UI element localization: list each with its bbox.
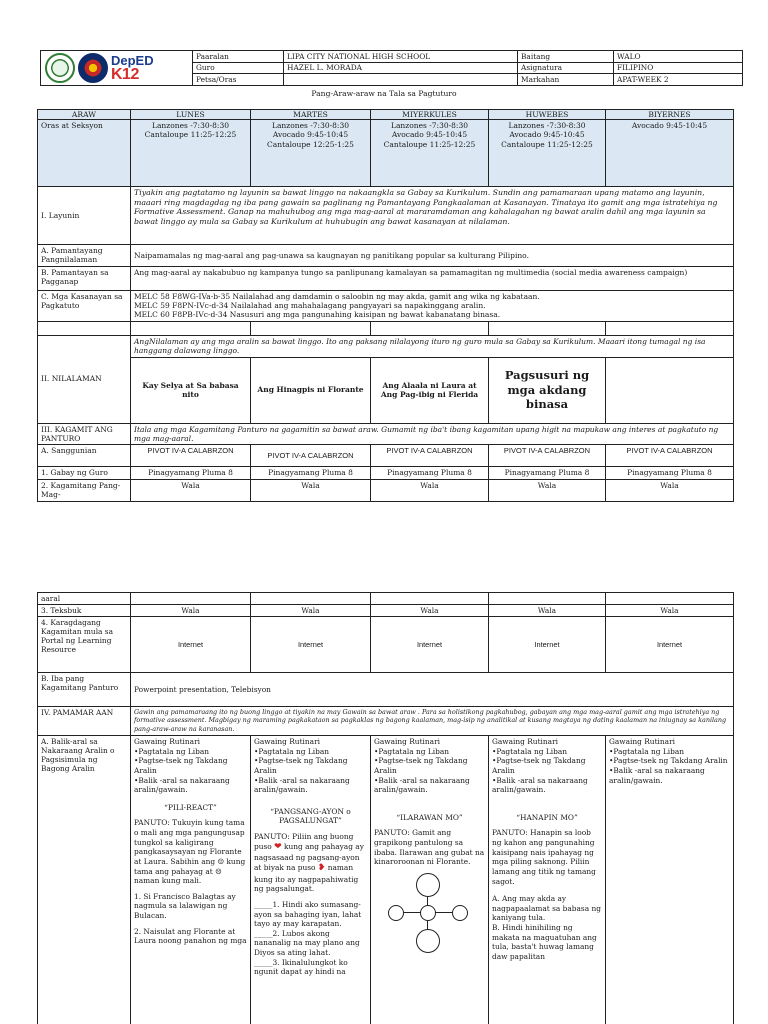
col-araw: ARAW	[38, 110, 131, 120]
kasanayan-text	[131, 290, 734, 321]
label-markahan: Markahan	[518, 74, 614, 86]
activity-title: “HANAPIN MO”	[516, 812, 578, 822]
value-markahan: APAT-WEEK 2	[614, 74, 743, 86]
routine-title: Gawaing Rutinari	[134, 737, 200, 747]
oras-miyerkules: Lanzones -7:30-8:30 Avocado 9:45-10:45 Cantaloupe 11:25-12:25	[371, 120, 489, 187]
layunin-label: I. Layunin	[38, 187, 131, 245]
melc-58: MELC 58 F8WG-IVa-b-35 Nailalahad ang damdamin o saloobin ng may akda, gamit ang wika ng kabataan.	[134, 291, 540, 301]
pangnilalaman-row	[38, 245, 734, 266]
lesson-lunes: Kay Selya at Sa babasa nito	[131, 357, 251, 423]
pangnilalaman-text: Naipamamalas ng mag-aaral ang pag-unawa sa kaugnayan ng panitikang popular sa kulturang Pilipino.	[131, 245, 734, 266]
gabay-huwebes: Pinagyamang Pluma 8	[489, 466, 606, 479]
routine-item: •Pagtse-tsek ng Takdang Aralin	[134, 756, 228, 775]
routine-item: •Pagtse-tsek ng Takdang Aralin	[609, 756, 728, 766]
nilalaman-note-row	[38, 335, 734, 357]
lesson-huwebes: Pagsusuri ng mga akdang binasa	[489, 357, 606, 423]
kagamitan-text: Itala ang mga Kagamitang Panturo na gagamitin sa bawat araw. Gumamit ng iba't ibang kagamitan upang higit na mapukaw ang interes at pagkatuto ng mga mag-aaral.	[131, 423, 734, 444]
gabay-miyerkules: Pinagyamang Pluma 8	[371, 466, 489, 479]
sanggunian-lunes: PIVOT IV-A CALABRZON	[131, 444, 251, 466]
routine-item: •Balik -aral sa nakaraang aralin/gawain.	[492, 775, 588, 795]
gabay-biyernes: Pinagyamang Pluma 8	[606, 466, 734, 479]
routine-item: •Balik -aral sa nakaraang aralin/gawain.	[254, 775, 350, 795]
deped-seal-logo	[78, 53, 108, 83]
kagamitang-mag-cont-row	[38, 593, 734, 605]
balik-aral-martes	[251, 736, 371, 1024]
balik-aral-biyernes	[606, 736, 734, 1024]
document-page-2	[0, 592, 768, 1024]
karagdagang-biyernes: Internet	[606, 617, 734, 673]
broken-heart-icon: ❥	[317, 863, 326, 873]
graphic-organizer-diagram	[388, 873, 468, 953]
sanggunian-huwebes: PIVOT IV-A CALABRZON	[489, 444, 606, 466]
oras-martes: Lanzones -7:30-8:30 Avocado 9:45-10:45 Cantaloupe 12:25-1:25	[251, 120, 371, 187]
value-petsa-oras	[284, 74, 518, 86]
teksbuk-martes: Wala	[251, 605, 371, 617]
activity-title: “PILI-REACT”	[164, 802, 217, 812]
routine-item: •Pagtatala ng Liban	[134, 746, 210, 756]
activity-item: _____2. Lubos akong nananalig na may plano ang Diyos sa ating lahat.	[254, 928, 360, 958]
routine-item: •Balik -aral sa nakaraang aralin/gawain.	[374, 775, 470, 795]
routine-title: Gawaing Rutinari	[254, 737, 320, 747]
nilalaman-note: AngNilalaman ay ang mga aralin sa bawat linggo. Ito ang paksang nilalayong ituro ng guro mula sa Gabay sa Kurikulum. Maaari itong tumagal ng isa hanggang dalawang linggo.	[131, 335, 734, 357]
routine-item: •Pagtatala ng Liban	[254, 746, 330, 756]
balik-aral-label: A. Balik-aral sa Nakaraang Aralin o Pagsisimula ng Bagong Aralin	[38, 736, 131, 1024]
diagram-circle	[452, 905, 468, 921]
activity-instructions	[254, 832, 367, 894]
iba-pang-row	[38, 673, 734, 707]
teksbuk-huwebes: Wala	[489, 605, 606, 617]
gabay-row	[38, 466, 734, 479]
col-miyerkules: MIYERKULES	[371, 110, 489, 120]
activity-instructions: PANUTO: Gamit ang grapikong pantulong sa ibaba. Ilarawan ang gubat na kinaroroonan ni Florante.	[374, 828, 485, 867]
pagganap-label: B. Pamantayan sa Pagganap	[38, 266, 131, 290]
balik-aral-lunes	[131, 736, 251, 1024]
diagram-center-circle	[420, 905, 436, 921]
kagamitang-mag-biyernes: Wala	[606, 479, 734, 501]
document-subtitle: Pang-Araw-araw na Tala sa Pagtuturo	[311, 89, 457, 98]
sanggunian-row	[38, 444, 734, 466]
routine-title: Gawaing Rutinari	[374, 737, 440, 747]
pamamaraan-label: IV. PAMAMAR AAN	[38, 707, 131, 736]
routine-item: •Pagtatala ng Liban	[609, 746, 685, 756]
logos-cell	[41, 51, 193, 86]
balik-aral-huwebes	[489, 736, 606, 1024]
sanggunian-biyernes: PIVOT IV-A CALABRZON	[606, 444, 734, 466]
label-guro: Guro	[193, 62, 284, 74]
routine-item: •Balik -aral sa nakaraang aralin/gawain.	[609, 765, 705, 785]
pamamaraan-text: Gawin ang pamamaraang ito ng buong linggo at tiyakin na may Gawain sa bawat araw . Para sa holistikong pagkahubog, gabayan ang mga mag-aaral gamit ang mga istratehiya ng formative assessment. Magbigay ng maraming pagkakataon sa pagkaklas ng bagong kaalaman, mag-isip ng analitikal at kusang magtaya ng dating kaalaman na iniugnay sa kanilang pang-araw-araw na karanasan.	[131, 707, 734, 736]
kagamitang-mag-martes: Wala	[251, 479, 371, 501]
deped-k12-logo	[111, 54, 154, 83]
oras-biyernes: Avocado 9:45-10:45	[606, 120, 734, 187]
teksbuk-lunes: Wala	[131, 605, 251, 617]
gabay-label: 1. Gabay ng Guro	[38, 466, 131, 479]
karagdagang-row	[38, 617, 734, 673]
lesson-plan-table	[37, 109, 734, 502]
karagdagang-martes: Internet	[251, 617, 371, 673]
balik-aral-row	[38, 736, 734, 1024]
value-paaralan: LIPA CITY NATIONAL HIGH SCHOOL	[284, 51, 518, 63]
teksbuk-biyernes: Wala	[606, 605, 734, 617]
kasanayan-row	[38, 290, 734, 321]
kagamitan-row	[38, 423, 734, 444]
teksbuk-label: 3. Teksbuk	[38, 605, 131, 617]
activity-item: B. Hindi hinihiling ng makata na maguatuhan ang tula, basta't huwag lamang daw papalitan	[492, 923, 597, 961]
activity-instructions: PANUTO: Hanapin sa loob ng kahon ang pangunahing kaisipang nais ipahayag ng mga piling saknong. Piliin lamang ang titik ng tamang sagot.	[492, 828, 596, 886]
pagganap-row	[38, 266, 734, 290]
label-paaralan: Paaralan	[193, 51, 284, 63]
days-header-row	[38, 110, 734, 120]
teksbuk-row	[38, 605, 734, 617]
routine-item: •Balik -aral sa nakaraang aralin/gawain.	[134, 775, 230, 795]
kagamitang-mag-label: 2. Kagamitang Pang-Mag-	[38, 479, 131, 501]
oras-lunes: Lanzones -7:30-8:30 Cantaloupe 11:25-12:25	[131, 120, 251, 187]
kagamitang-mag-lunes: Wala	[131, 479, 251, 501]
gabay-martes: Pinagyamang Pluma 8	[251, 466, 371, 479]
melc-60: MELC 60 F8PB-IVc-d-34 Nasusuri ang mga pangunahing kaisipan ng bawat kabanatang binasa.	[134, 309, 501, 319]
instructions-part: naman kung ito ay nagpapahiwatig ng pagsalungat.	[254, 863, 359, 894]
routine-item: •Pagtse-tsek ng Takdang Aralin	[254, 756, 348, 775]
gabay-lunes: Pinagyamang Pluma 8	[131, 466, 251, 479]
lesson-martes: Ang Hinagpis ni Florante	[251, 357, 371, 423]
col-martes: MARTES	[251, 110, 371, 120]
activity-item: _____3. Ikinalulungkot ko ngunit dapat ay hindi na	[254, 957, 348, 977]
spacer-row	[38, 321, 734, 335]
page-break	[0, 520, 768, 592]
col-huwebes: HUWEBES	[489, 110, 606, 120]
layunin-text: Tiyakin ang pagtatamo ng layunin sa bawat linggo na nakaangkla sa Gabay sa Kurikulum. Sundin ang pamamaraan upang matamo ang layunin, maaari ring magdagdag ng iba pang gawain sa paglinang ng Pamantayang Pangkaalaman at Kasanayan. Tinataya ito gamit ang mga istratehiya ng Formative Assessment. Ganap na mahuhubog ang mga mag-aaral at mararamdaman ang kahalagahan ng bawat aralin dahil ang mga layunin sa bawat linggo ay mula sa Gabay sa Kurikulum at huhubugin ang bawat kasanayan at nilalaman.	[131, 187, 734, 245]
activity-item: 2. Naisulat ang Florante at Laura noong panahon ng mga	[134, 926, 247, 946]
instructions-part: kung ang pahayag ay nagsasaad ng pagsang-ayon at biyak na puso	[254, 841, 364, 872]
sanggunian-martes: PIVOT IV-A CALABRZON	[251, 444, 371, 466]
diagram-circle	[416, 929, 440, 953]
pamamaraan-row	[38, 707, 734, 736]
sanggunian-label: A. Sanggunian	[38, 444, 131, 466]
k12-wordmark: K12	[111, 65, 139, 83]
pangnilalaman-label: A. Pamantayang Pangnilalaman	[38, 245, 131, 266]
kasanayan-label: C. Mga Kasanayan sa Pagkatuto	[38, 290, 131, 321]
oras-row	[38, 120, 734, 187]
heart-icon: ❤	[274, 841, 282, 852]
karagdagang-lunes: Internet	[131, 617, 251, 673]
routine-item: •Pagtatala ng Liban	[492, 746, 568, 756]
instructions-part: PANUTO: Piliin ang buong puso	[254, 832, 354, 851]
activity-instructions: PANUTO: Tukuyin kung tama o mali ang mga pangungusap tungkol sa kaligirang pangkasaysayan ng Florante at Laura. Sabihin ang ☺ kung tama ang pahayag at ☹ naman kung mali.	[134, 818, 246, 886]
label-petsa-oras: Petsa/Oras	[193, 74, 284, 86]
routine-title: Gawaing Rutinari	[492, 737, 558, 747]
value-baitang: WALO	[614, 51, 743, 63]
routine-title: Gawaing Rutinari	[609, 737, 675, 747]
lesson-miyerkules: Ang Alaala ni Laura at Ang Pag-ibig ni Flerida	[371, 357, 489, 423]
routine-item: •Pagtse-tsek ng Takdang Aralin	[492, 756, 586, 775]
label-baitang: Baitang	[518, 51, 614, 63]
karagdagang-label: 4. Karagdagang Kagamitan mula sa Portal ng Learning Resource	[38, 617, 131, 673]
iba-pang-label: B. Iba pang Kagamitang Panturo	[38, 673, 131, 707]
lesson-plan-table-continued	[37, 592, 734, 1024]
melc-59: MELC 59 F8PN-IVc-d-34 Nailalahad ang mahahalagang pangyayari sa napakinggang aralin.	[134, 300, 486, 310]
sanggunian-miyerkules: PIVOT IV-A CALABRZON	[371, 444, 489, 466]
nilalaman-label: II. NILALAMAN	[38, 335, 131, 423]
kagamitang-mag-huwebes: Wala	[489, 479, 606, 501]
value-guro: HAZEL L. MORADA	[284, 62, 518, 74]
pagganap-text: Ang mag-aaral ay nakabubuo ng kampanya tungo sa panlipunang kamalayan sa pamamagitan ng multimedia (social media awareness campaign)	[131, 266, 734, 290]
diagram-circle	[388, 905, 404, 921]
school-seal-logo	[45, 53, 75, 83]
karagdagang-miyerkules: Internet	[371, 617, 489, 673]
iba-pang-text: Powerpoint presentation, Telebisyon	[131, 673, 734, 707]
activity-item: _____1. Hindi ako sumasang-ayon sa bahaging iyan, lahat tayo ay may karapatan.	[254, 899, 362, 929]
diagram-circle	[416, 873, 440, 897]
balik-aral-miyerkules	[371, 736, 489, 1024]
activity-item: 1. Si Francisco Balagtas ay nagmula sa lalawigan ng Bulacan.	[134, 891, 236, 921]
teksbuk-miyerkules: Wala	[371, 605, 489, 617]
kagamitang-mag-miyerkules: Wala	[371, 479, 489, 501]
oras-label: Oras at Seksyon	[38, 120, 131, 187]
value-asignatura: FILIPINO	[614, 62, 743, 74]
school-info-header	[40, 50, 743, 86]
activity-item: A. Ang may akda ay nagpapaalamat sa babasa ng kaniyang tula.	[492, 894, 601, 923]
col-lunes: LUNES	[131, 110, 251, 120]
label-asignatura: Asignatura	[518, 62, 614, 74]
nilalaman-lessons-row	[38, 357, 734, 423]
kagamitang-mag-row	[38, 479, 734, 501]
routine-item: •Pagtse-tsek ng Takdang Aralin	[374, 756, 468, 775]
karagdagang-huwebes: Internet	[489, 617, 606, 673]
routine-item: •Pagtatala ng Liban	[374, 746, 450, 756]
layunin-row	[38, 187, 734, 245]
activity-title: “ILARAWAN MO”	[396, 812, 463, 822]
oras-huwebes: Lanzones -7:30-8:30 Avocado 9:45-10:45 Cantaloupe 11:25-12:25	[489, 120, 606, 187]
col-biyernes: BIYERNES	[606, 110, 734, 120]
lesson-biyernes	[606, 357, 734, 423]
kagamitan-label: III. KAGAMIT ANG PANTURO	[38, 423, 131, 444]
activity-title: “PANGSANG-AYON o PAGSALUNGAT”	[270, 806, 351, 826]
kagamitang-mag-label-cont: aaral	[38, 593, 131, 605]
deped-wordmark: DepED	[111, 52, 154, 68]
